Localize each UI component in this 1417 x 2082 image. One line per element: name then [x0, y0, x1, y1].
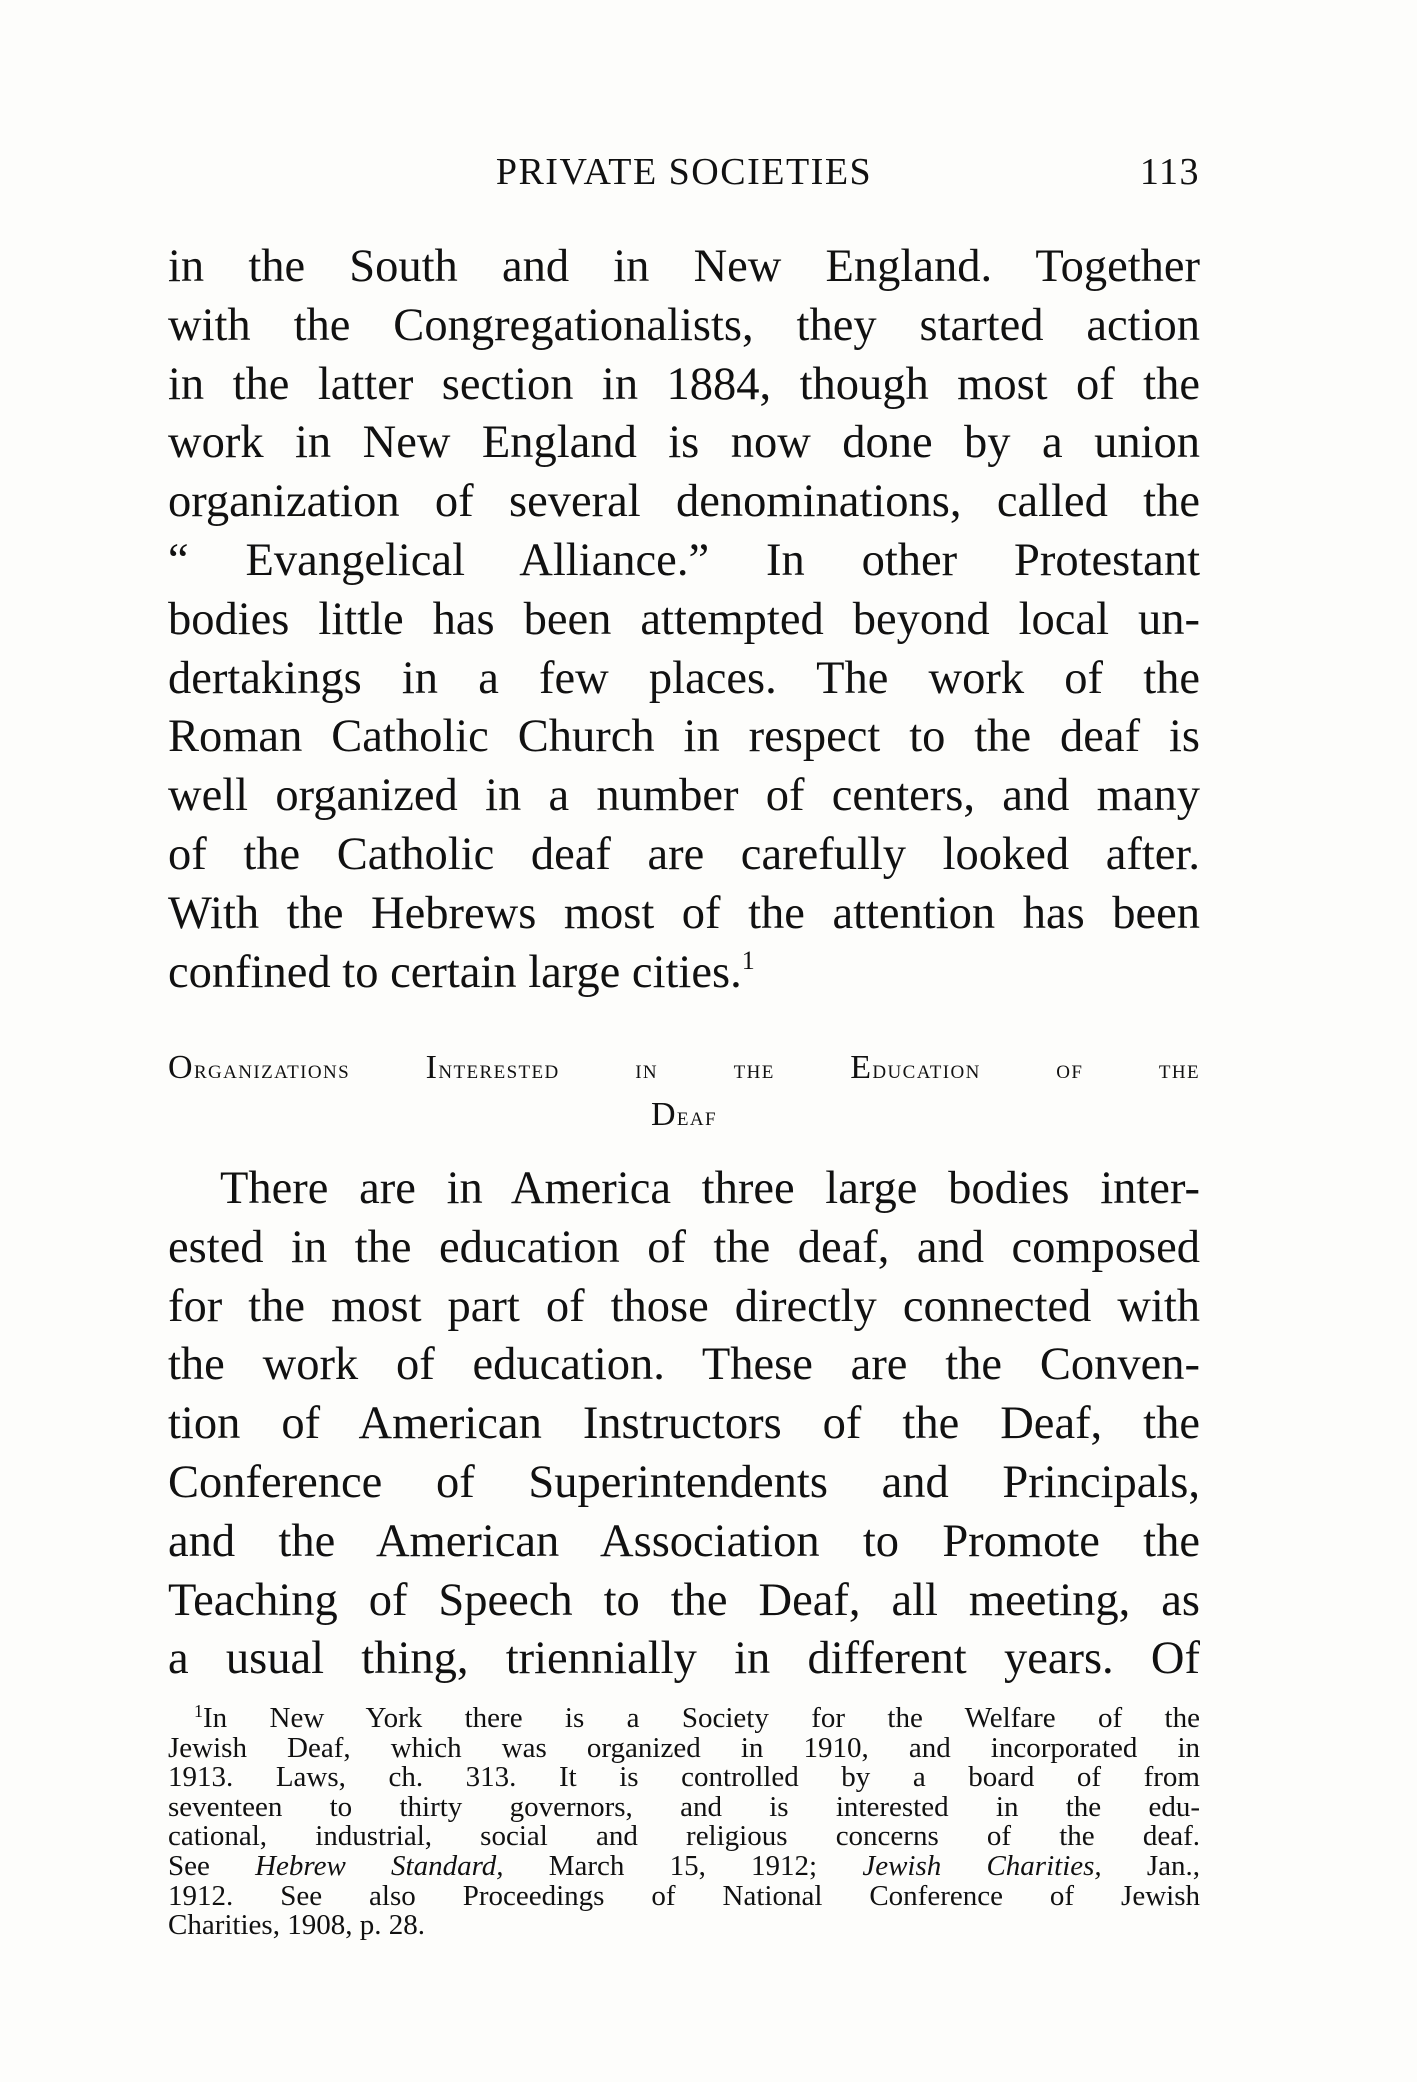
text-line: work in New England is now done by a union: [168, 417, 1200, 469]
footnote-reference: 1: [741, 945, 755, 975]
text-line: dertakings in a few places. The work of the: [168, 652, 1200, 704]
heading-word: Interested: [425, 1049, 560, 1086]
paragraph-2: [168, 1160, 1200, 1689]
heading-word: Organizations: [168, 1049, 351, 1086]
running-header: [168, 150, 1200, 200]
text-line: bodies little has been attempted beyond local un-: [168, 593, 1200, 645]
text-line: Teaching of Speech to the Deaf, all meeting, as: [168, 1574, 1200, 1626]
footnote-line: 1913. Laws, ch. 313. It is controlled by a board of from: [168, 1761, 1200, 1794]
section-heading: [168, 1045, 1200, 1139]
text-line: for the most part of those directly connected with: [168, 1280, 1200, 1332]
text-line-last: [168, 944, 1200, 1003]
text-line: in the latter section in 1884, though most of the: [168, 358, 1200, 410]
footnote: [168, 1701, 1201, 1942]
text-line: a usual thing, triennially in different years. Of: [168, 1633, 1200, 1685]
heading-word: of: [1056, 1054, 1084, 1084]
footnote-line: seventeen to thirty governors, and is interested in the edu-: [168, 1790, 1200, 1823]
footnote-line-last: Charities, 1908, p. 28.: [168, 1909, 425, 1942]
heading-word: the: [733, 1054, 775, 1084]
running-title: PRIVATE SOCIETIES: [495, 151, 873, 193]
section-heading-line-1: [168, 1045, 1200, 1092]
text-line: “ Evangelical Alliance.” In other Protestant: [168, 534, 1200, 586]
text-line: Roman Catholic Church in respect to the deaf is: [168, 711, 1200, 763]
text-line: with the Congregationalists, they started action: [168, 299, 1200, 351]
footnote-mark: 1: [194, 1701, 203, 1721]
text-line: in the South and in New England. Together: [168, 241, 1200, 292]
text-line: tion of American Instructors of the Deaf, the: [168, 1398, 1200, 1450]
heading-word: the: [1158, 1054, 1200, 1084]
footnote-line: Jewish Deaf, which was organized in 1910, and incorporated in: [168, 1731, 1200, 1764]
heading-word: Education: [850, 1049, 981, 1086]
text-line: ested in the education of the deaf, and composed: [168, 1221, 1200, 1273]
text-line-content: confined to certain large cities.: [168, 946, 742, 998]
text-line: the work of education. These are the Conven-: [168, 1339, 1200, 1391]
text-line: Conference of Superintendents and Principals,: [168, 1456, 1200, 1508]
text-line: organization of several denominations, called the: [168, 476, 1200, 528]
footnote-line: cational, industrial, social and religious concerns of the deaf.: [168, 1820, 1200, 1853]
footnote-line: See Hebrew Standard, March 15, 1912; Jewish Charities, Jan.,: [168, 1849, 1201, 1882]
footnote-line: 1912. See also Proceedings of National Conference of Jewish: [168, 1879, 1200, 1912]
footnote-line: $^1$In New York there is a Society for the Welfare of the: [194, 1701, 1200, 1734]
heading-word: in: [635, 1054, 659, 1084]
text-line: There are in America three large bodies inter-: [220, 1163, 1200, 1214]
paragraph-1: [168, 238, 1200, 1002]
section-heading-line-2: Deaf: [650, 1096, 718, 1133]
citation-title: Hebrew Standard,: [255, 1849, 504, 1882]
text-line: well organized in a number of centers, and many: [168, 770, 1200, 822]
page-number: 113: [1139, 151, 1200, 193]
text-line: and the American Association to Promote the: [168, 1515, 1200, 1567]
text-line: With the Hebrews most of the attention has been: [168, 887, 1200, 939]
citation-title: Jewish Charities,: [862, 1849, 1102, 1882]
text-line: of the Catholic deaf are carefully looked after.: [168, 828, 1200, 880]
